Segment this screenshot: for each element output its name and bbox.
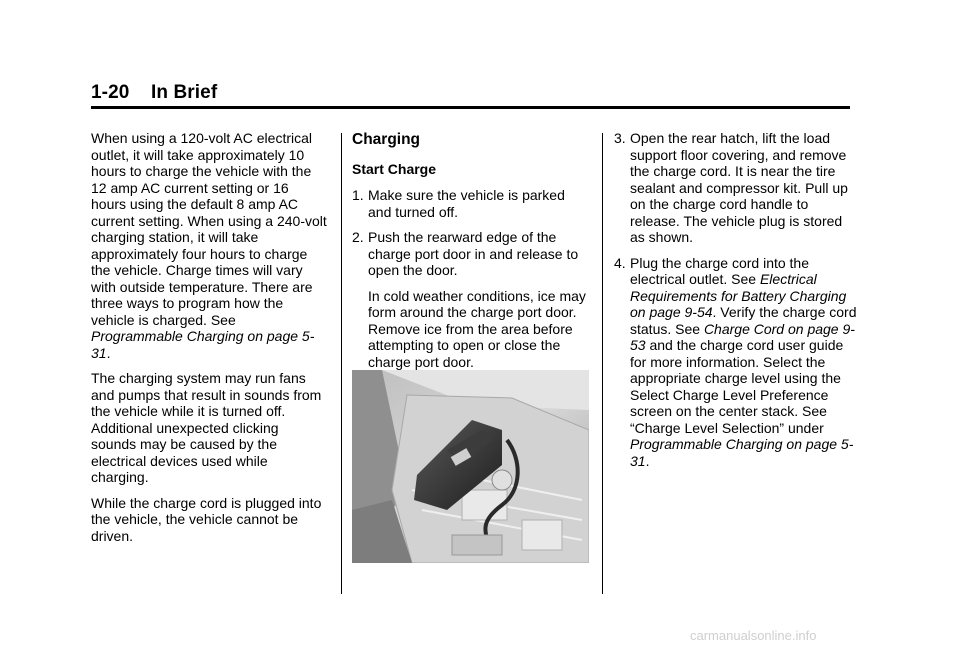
list-item — [352, 229, 592, 279]
step-text-part: . Verify the charge cord status. See — [630, 304, 857, 337]
step-text — [630, 255, 860, 470]
column-divider — [602, 133, 603, 594]
step-number: 2. — [352, 229, 364, 245]
list-item — [614, 255, 860, 470]
list-item — [614, 130, 860, 246]
cross-reference-link[interactable]: Programmable Charging on page 5-31 — [630, 436, 854, 469]
page-number: 1-20 — [91, 82, 130, 103]
step-text: Push the rearward edge of the charge port door in and release to open the door. — [368, 229, 579, 278]
column-2 — [352, 132, 592, 379]
paragraph-end: . — [106, 344, 111, 361]
page-header — [91, 82, 217, 104]
section-title: In Brief — [151, 82, 218, 103]
step-note: In cold weather conditions, ice may form around the charge port door. Remove ice from the area before attempting to open or close the charge port door. — [368, 287, 586, 370]
step-text: Make sure the vehicle is parked and turned off. — [368, 187, 565, 220]
cross-reference-link[interactable]: Charge Cord on page 9-53 — [630, 320, 855, 353]
paragraph-sounds: The charging system may run fans and pumps that result in sounds from the vehicle while it is turned off. Additional unexpected clicking sounds may be caused by the electrical devices used while charging. — [91, 370, 322, 485]
step-text-part: Plug the charge cord into the electrical outlet. See — [630, 254, 810, 287]
header-rule — [91, 106, 850, 109]
watermark: carmanualsonline.info — [690, 628, 817, 643]
cross-reference-link[interactable]: Programmable Charging on page 5-31 — [91, 328, 315, 361]
step-text: Open the rear hatch, lift the load support floor covering, and remove the charge cord. It is near the tire sealant and compressor kit. Pull up on the charge cord handle to release. The vehicle plug is stored as shown. — [630, 130, 848, 245]
column-3 — [614, 130, 860, 478]
charge-cord-photo — [352, 370, 589, 563]
step-text-part: . — [645, 452, 650, 469]
column-divider — [341, 133, 342, 594]
step-number: 3. — [614, 130, 626, 146]
step-text-part: and the charge cord user guide for more information. Select the appropriate charge level using the Select Charge Level Preference screen on the center stack. See “Charge Level Selection” under — [630, 337, 844, 436]
step-number: 4. — [614, 254, 626, 271]
cross-reference-link[interactable]: Electrical Requirements for Battery Charging on page 9-54 — [630, 271, 847, 320]
step-number: 1. — [352, 187, 364, 203]
list-item — [352, 187, 592, 220]
paragraph-text: When using a 120-volt AC electrical outlet, it will take approximately 10 hours to charge the vehicle with the 12 amp AC current setting or 16 hours using the default 8 amp AC current setting. When using a 240-volt charging station, it will take approximately four hours to charge the vehicle. Charge times will vary with outside temperature. There are three ways to program how the vehicle is charged. See — [91, 130, 327, 328]
paragraph-charge-times — [91, 130, 327, 361]
paragraph-cannot-drive: While the charge cord is plugged into the vehicle, the vehicle cannot be driven. — [91, 494, 322, 544]
subsection-heading: Start Charge — [352, 160, 437, 177]
section-heading: Charging — [352, 131, 421, 148]
column-1 — [91, 130, 327, 553]
